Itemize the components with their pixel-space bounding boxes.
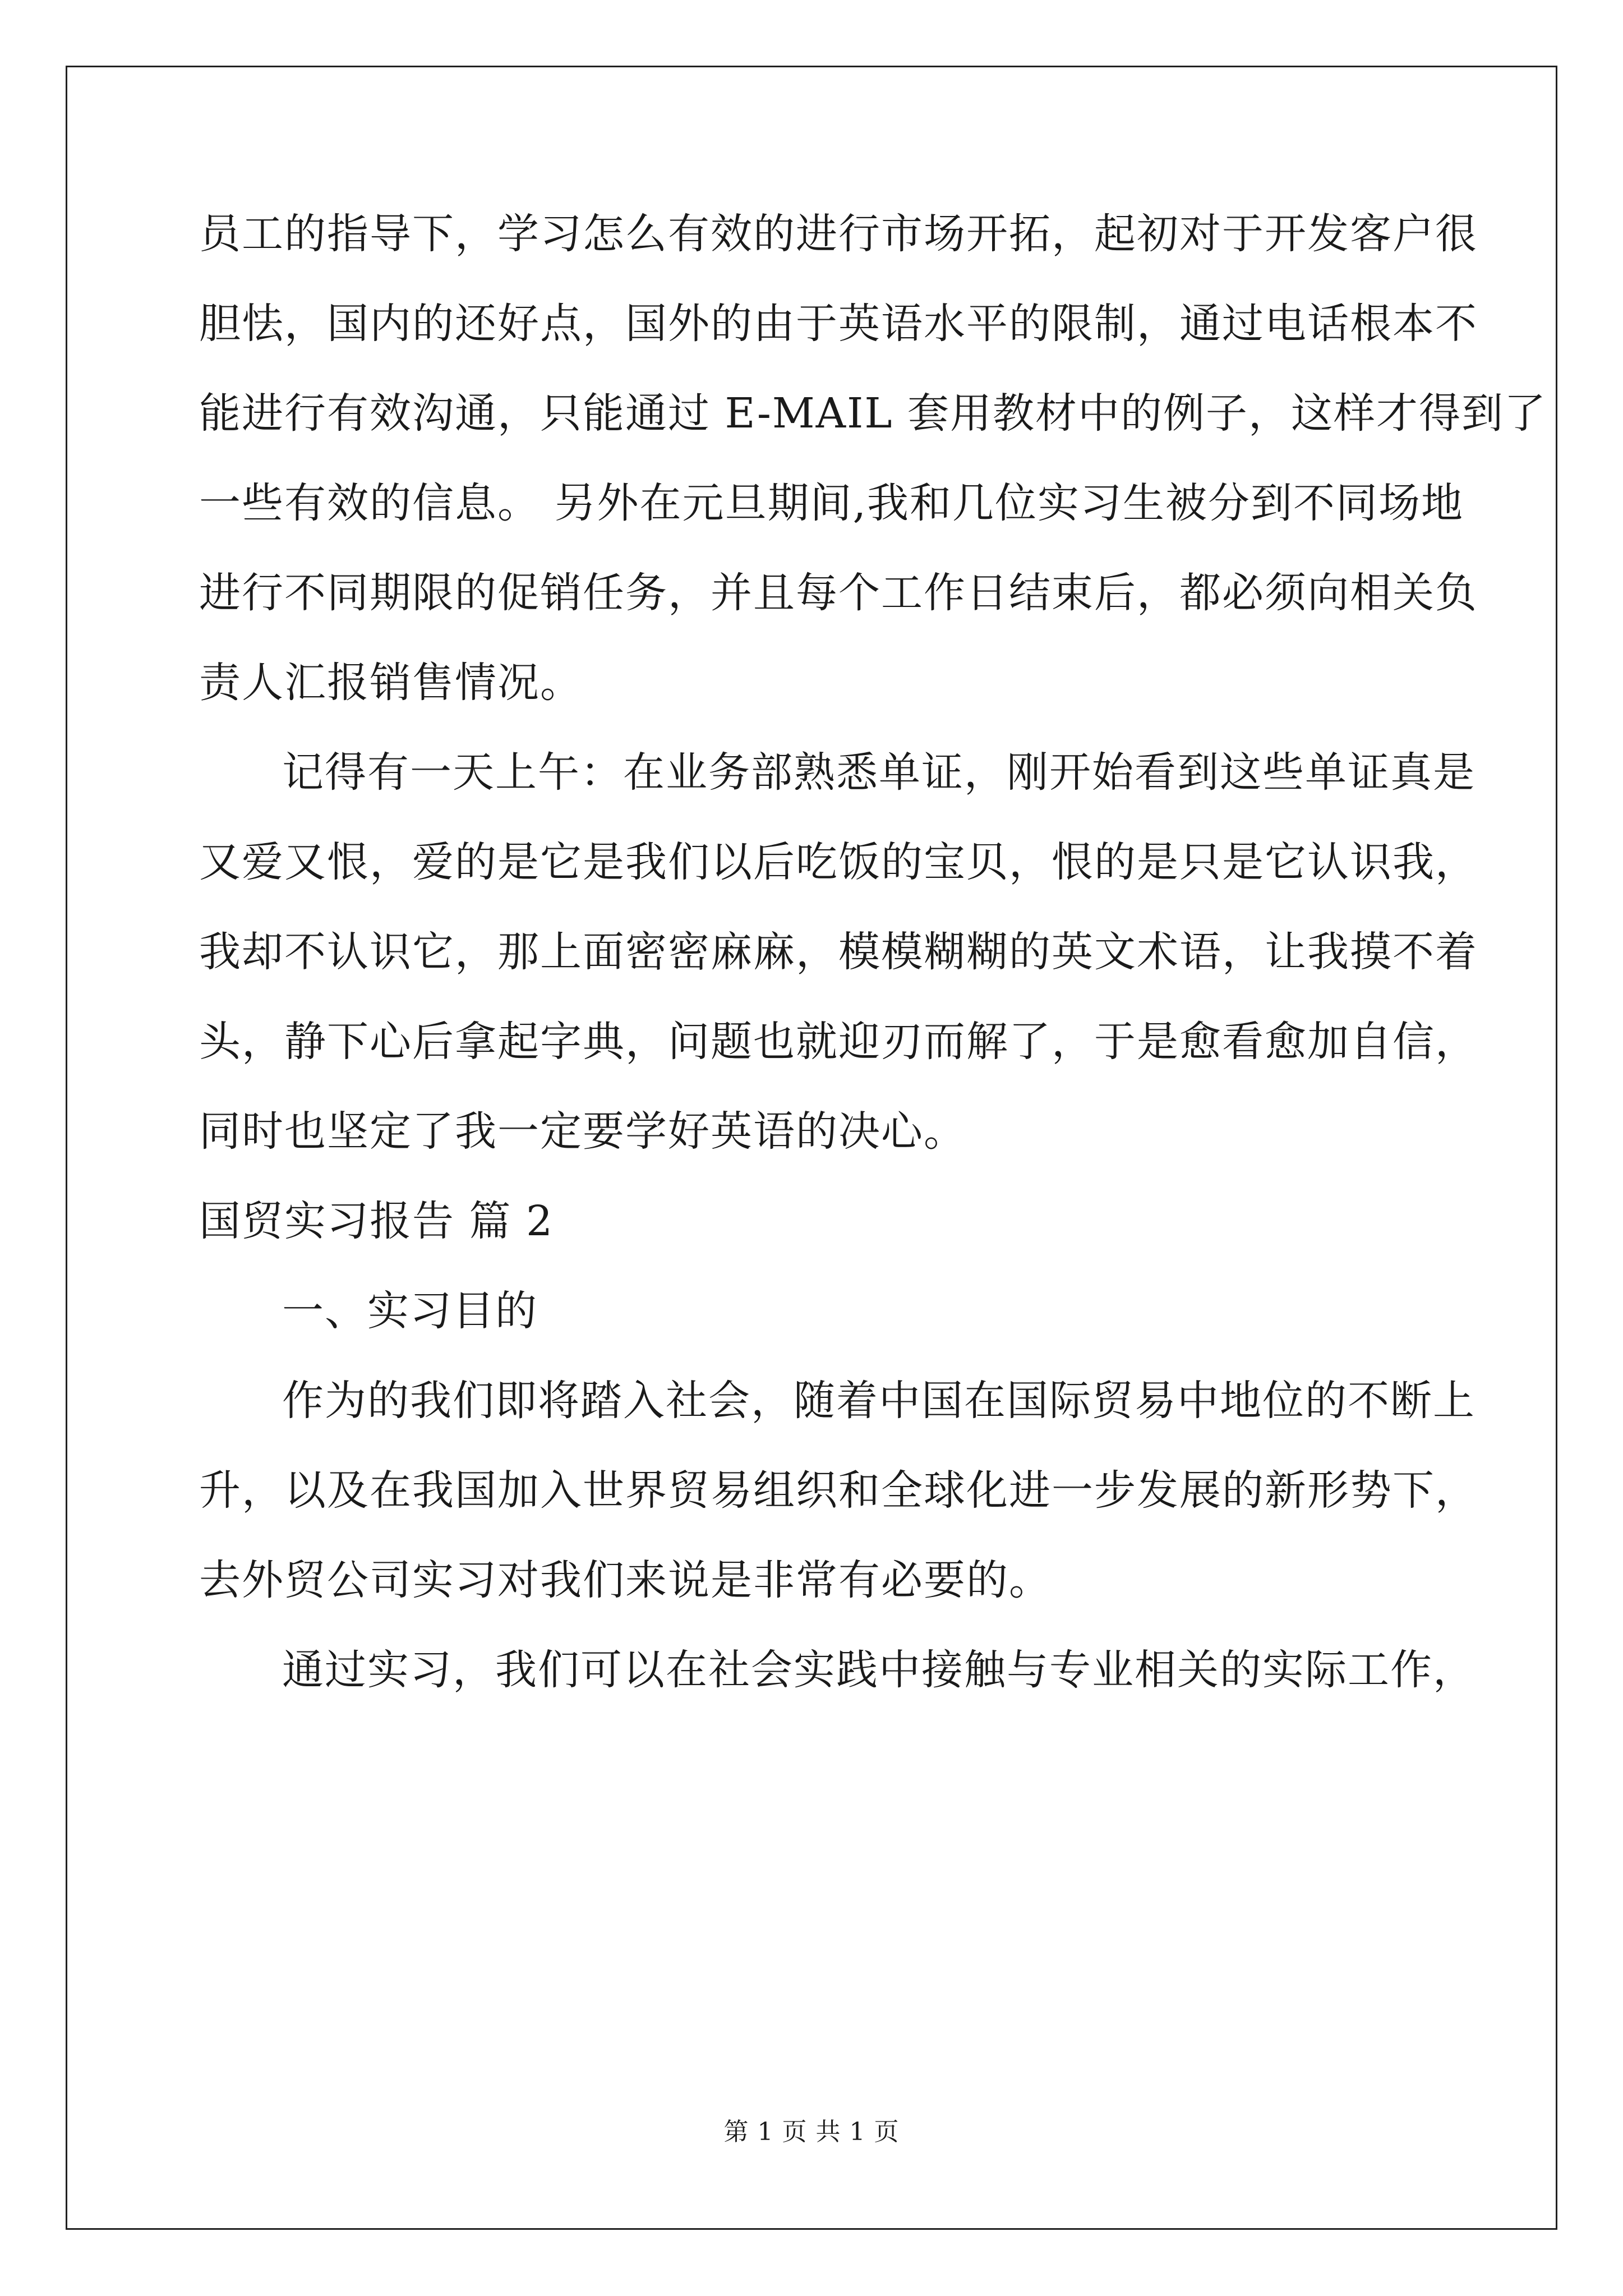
page-footer: 第 1 页 共 1 页 xyxy=(723,2118,900,2146)
text-line: 同时也坚定了我一定要学好英语的决心。 xyxy=(199,1107,966,1156)
text-line: 我却不认识它，那上面密密麻麻，模模糊糊的英文术语，让我摸不着 xyxy=(199,928,1478,976)
text-line: 头，静下心后拿起字典，问题也就迎刃而解了，于是愈看愈加自信， xyxy=(199,1018,1478,1066)
subsection-heading: 一、实习目的 xyxy=(282,1287,538,1335)
text-line: 升，以及在我国加入世界贸易组织和全球化进一步发展的新形势下， xyxy=(199,1466,1478,1515)
paragraph-start-line: 作为的我们即将踏入社会，随着中国在国际贸易中地位的不断上 xyxy=(282,1377,1476,1425)
text-line: 能进行有效沟通，只能通过 E-MAIL 套用教材中的例子，这样才得到了 xyxy=(199,389,1547,438)
section-heading: 国贸实习报告 篇 2 xyxy=(199,1197,554,1245)
text-line: 责人汇报销售情况。 xyxy=(199,659,583,707)
text-line: 胆怯，国内的还好点，国外的由于英语水平的限制，通过电话根本不 xyxy=(199,300,1478,348)
text-line: 员工的指导下，学习怎么有效的进行市场开拓，起初对于开发客户很 xyxy=(199,210,1478,258)
paragraph-start-line: 通过实习，我们可以在社会实践中接触与专业相关的实际工作， xyxy=(282,1646,1476,1694)
text-line: 去外贸公司实习对我们来说是非常有必要的。 xyxy=(199,1556,1052,1604)
text-line: 又爱又恨，爱的是它是我们以后吃饭的宝贝，恨的是只是它认识我， xyxy=(199,838,1478,886)
text-line: 一些有效的信息。 另外在元旦期间,我和几位实习生被分到不同场地 xyxy=(199,479,1464,527)
paragraph-start-line: 记得有一天上午：在业务部熟悉单证，刚开始看到这些单证真是 xyxy=(282,748,1476,797)
text-line: 进行不同期限的促销任务，并且每个工作日结束后，都必须向相关负 xyxy=(199,569,1478,617)
